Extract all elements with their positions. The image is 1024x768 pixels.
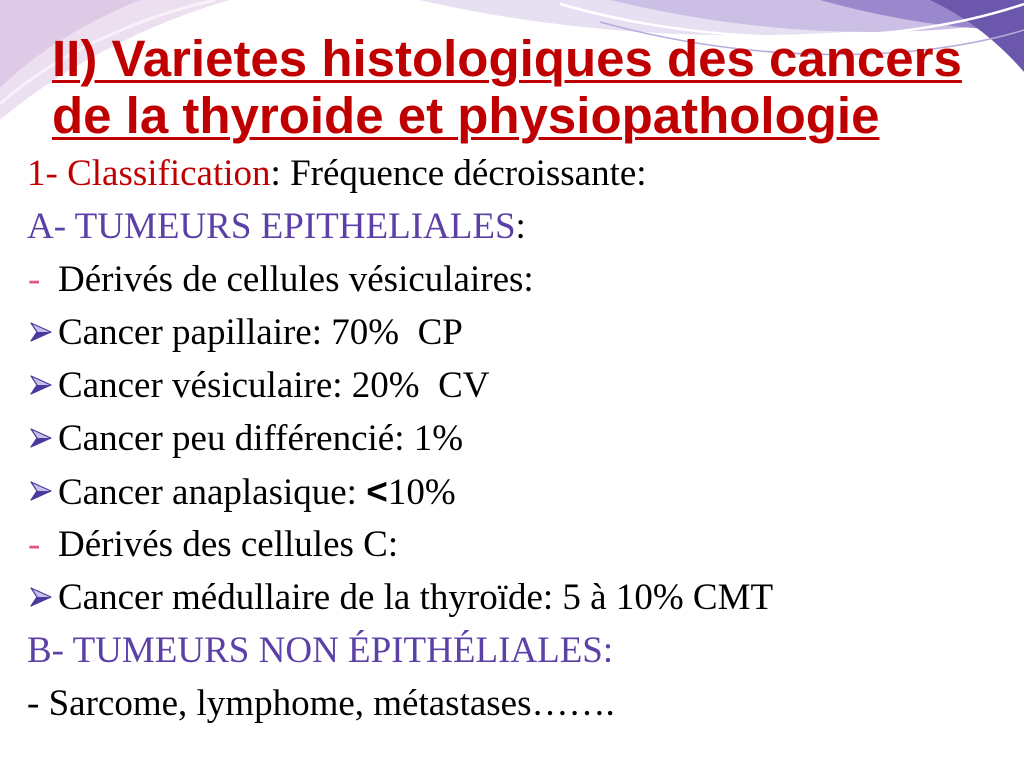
section-b-label: B- TUMEURS NON ÉPITHÉLIALES: (27, 630, 614, 671)
list-item-poorly-differentiated-cancer (0, 412, 1024, 465)
less-than-symbol: < (366, 471, 388, 512)
list-item-text: Cancer médullaire de la thyroïde: 5 à 10% CMT (58, 577, 774, 618)
c-cells-subheading (0, 518, 1024, 571)
section-a-label: A- TUMEURS EPITHELIALES (27, 206, 516, 247)
arrowhead-right-icon (30, 481, 52, 501)
section-a-colon: : (515, 206, 526, 247)
list-item-medullary-cancer (0, 571, 1024, 624)
anaplastic-cancer-value: 10% (387, 472, 456, 513)
section-b-heading (0, 624, 1024, 677)
classification-text: : Fréquence décroissante: (270, 153, 647, 194)
arrowhead-right-icon (30, 375, 52, 395)
non-epithelial-list-line (0, 677, 1024, 730)
list-item-text: Cancer vésiculaire: 20% CV (58, 365, 490, 406)
vesicular-cells-label: Dérivés de cellules vésiculaires: (58, 259, 534, 300)
vesicular-cells-subheading (0, 253, 1024, 306)
arrowhead-right-icon (30, 587, 52, 607)
arrowhead-right-icon (30, 322, 52, 342)
title-line-1: II) Varietes histologiques des cancers (52, 30, 962, 87)
slide-title (52, 30, 962, 144)
c-cells-label: Dérivés des cellules C: (58, 524, 399, 565)
section-a-heading (0, 200, 1024, 253)
list-item-text: Cancer peu différencié: 1% (58, 418, 464, 459)
dash-bullet: - (28, 259, 41, 300)
list-item-text: Cancer papillaire: 70% CP (58, 312, 463, 353)
anaplastic-cancer-label: Cancer anaplasique: (58, 472, 367, 513)
list-item-papillary-cancer (0, 306, 1024, 359)
classification-line (0, 147, 1024, 200)
list-item-vesicular-cancer (0, 359, 1024, 412)
classification-label: 1- Classification (27, 153, 271, 194)
dash-bullet: - (28, 524, 41, 565)
arrowhead-right-icon (30, 428, 52, 448)
list-item-anaplastic-cancer (0, 465, 1024, 518)
title-line-2: de la thyroide et physiopathologie (52, 87, 880, 144)
non-epithelial-list-text: - Sarcome, lymphome, métastases……. (27, 683, 615, 724)
slide-body (0, 147, 1024, 730)
